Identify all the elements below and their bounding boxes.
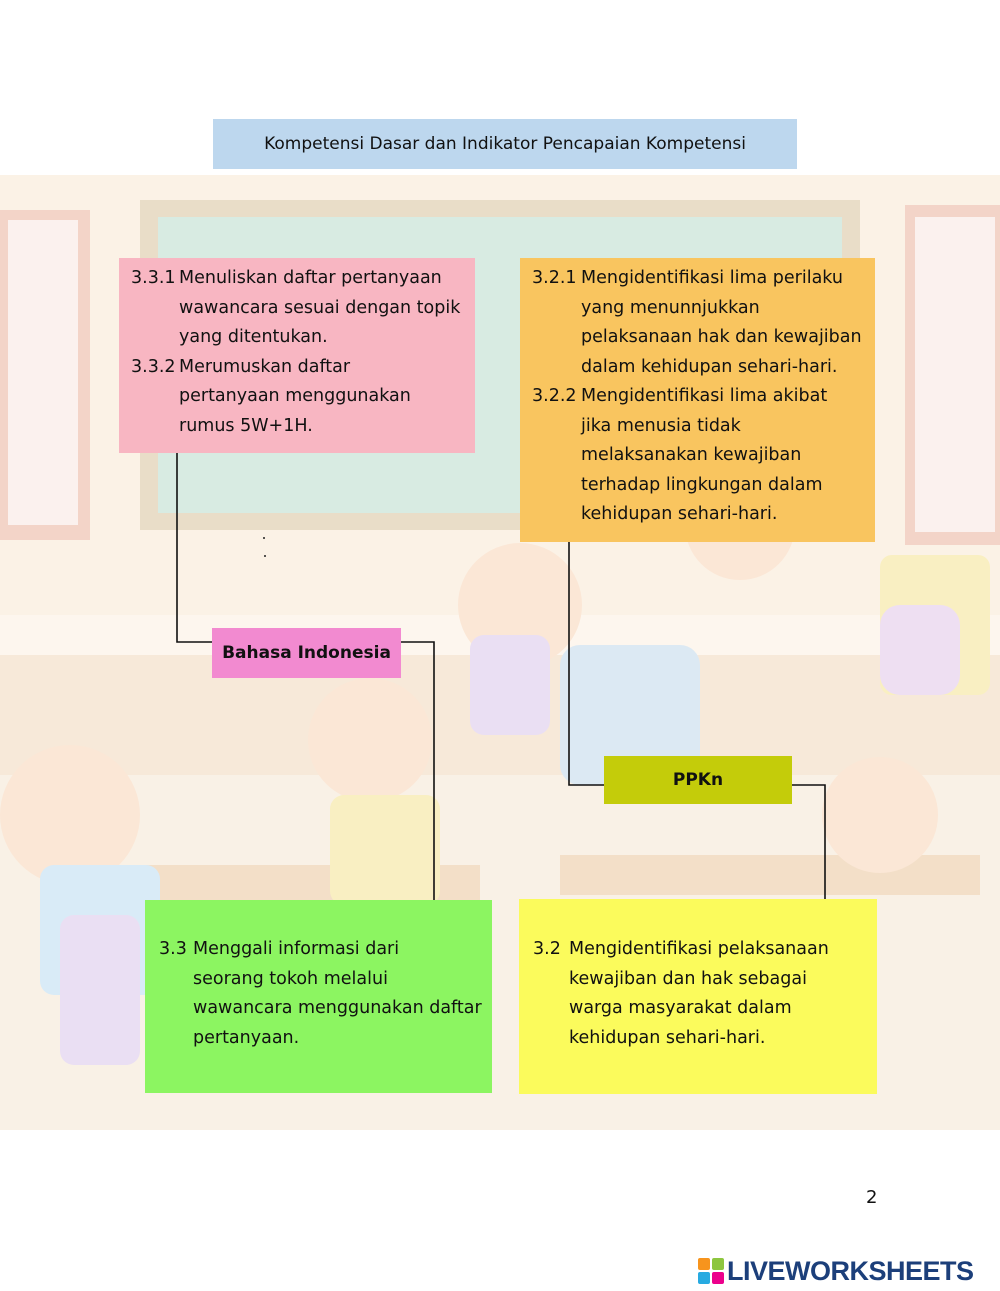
indicator-number: 3.2.1 — [532, 268, 577, 288]
indicator-3-3-1 — [131, 264, 465, 353]
ppkn-indicator-box — [520, 258, 875, 542]
indicator-line: terhadap lingkungan dalam — [581, 474, 823, 495]
bahasa-indonesia-kd-box — [145, 900, 492, 1093]
indicator-number: 3.3.2 — [131, 356, 176, 377]
indicator-line: Merumuskan daftar — [179, 356, 351, 377]
indicator-3-2-1 — [532, 264, 867, 382]
indicator-line: Mengidentifikasi lima akibat — [581, 386, 828, 406]
indicator-line: Mengidentifikasi lima perilaku — [581, 268, 843, 288]
subject-label-ppkn — [604, 756, 792, 804]
kd-number: 3.3 — [159, 939, 187, 959]
subject-label-text: PPKn — [672, 770, 724, 790]
indicator-line: wawancara sesuai dengan topik — [179, 297, 461, 318]
kd-line: Mengidentifikasi pelaksanaan — [569, 939, 829, 959]
indicator-number: 3.2.2 — [532, 386, 577, 406]
indicator-line: dalam kehidupan sehari-hari. — [581, 356, 838, 377]
indicator-line: rumus 5W+1H. — [179, 415, 313, 436]
indicator-3-2-2 — [532, 382, 867, 530]
kd-line: wawancara menggunakan daftar — [193, 998, 482, 1018]
kd-line: kewajiban dan hak sebagai — [569, 968, 807, 989]
logo-tiles-icon — [698, 1258, 724, 1284]
logo-text: LIVEWORKSHEETS — [727, 1255, 974, 1286]
page-title — [213, 119, 797, 169]
kd-number: 3.2 — [533, 939, 561, 959]
indicator-line: kehidupan sehari-hari. — [581, 504, 778, 524]
ppkn-kd-box — [519, 899, 877, 1094]
kd-line: pertanyaan. — [193, 1027, 300, 1048]
indicator-line: yang menunnjukkan — [581, 297, 760, 318]
page-number: 2 — [866, 1187, 878, 1208]
kd-3-3 — [159, 935, 484, 1053]
page-title-text: Kompetensi Dasar dan Indikator Pencapaian Kompetensi — [264, 134, 746, 154]
kd-line: warga masyarakat dalam — [569, 998, 792, 1018]
liveworksheets-logo[interactable] — [698, 1256, 974, 1286]
indicator-line: yang ditentukan. — [179, 327, 328, 347]
indicator-3-3-2 — [131, 353, 465, 442]
indicator-line: pertanyaan menggunakan — [179, 386, 411, 406]
indicator-line: pelaksanaan hak dan kewajiban — [581, 327, 862, 347]
subject-label-text: Bahasa Indonesia — [222, 643, 391, 663]
kd-line: kehidupan sehari-hari. — [569, 1027, 766, 1048]
bahasa-indonesia-indicator-box — [119, 258, 475, 453]
indicator-line: melaksanakan kewajiban — [581, 445, 802, 465]
subject-label-bahasa-indonesia — [212, 628, 401, 678]
kd-line: Menggali informasi dari — [193, 939, 400, 959]
kd-3-2 — [533, 935, 869, 1053]
indicator-number: 3.3.1 — [131, 268, 176, 288]
kd-line: seorang tokoh melalui — [193, 968, 388, 989]
indicator-line: jika menusia tidak — [581, 415, 741, 436]
indicator-line: Menuliskan daftar pertanyaan — [179, 268, 442, 288]
